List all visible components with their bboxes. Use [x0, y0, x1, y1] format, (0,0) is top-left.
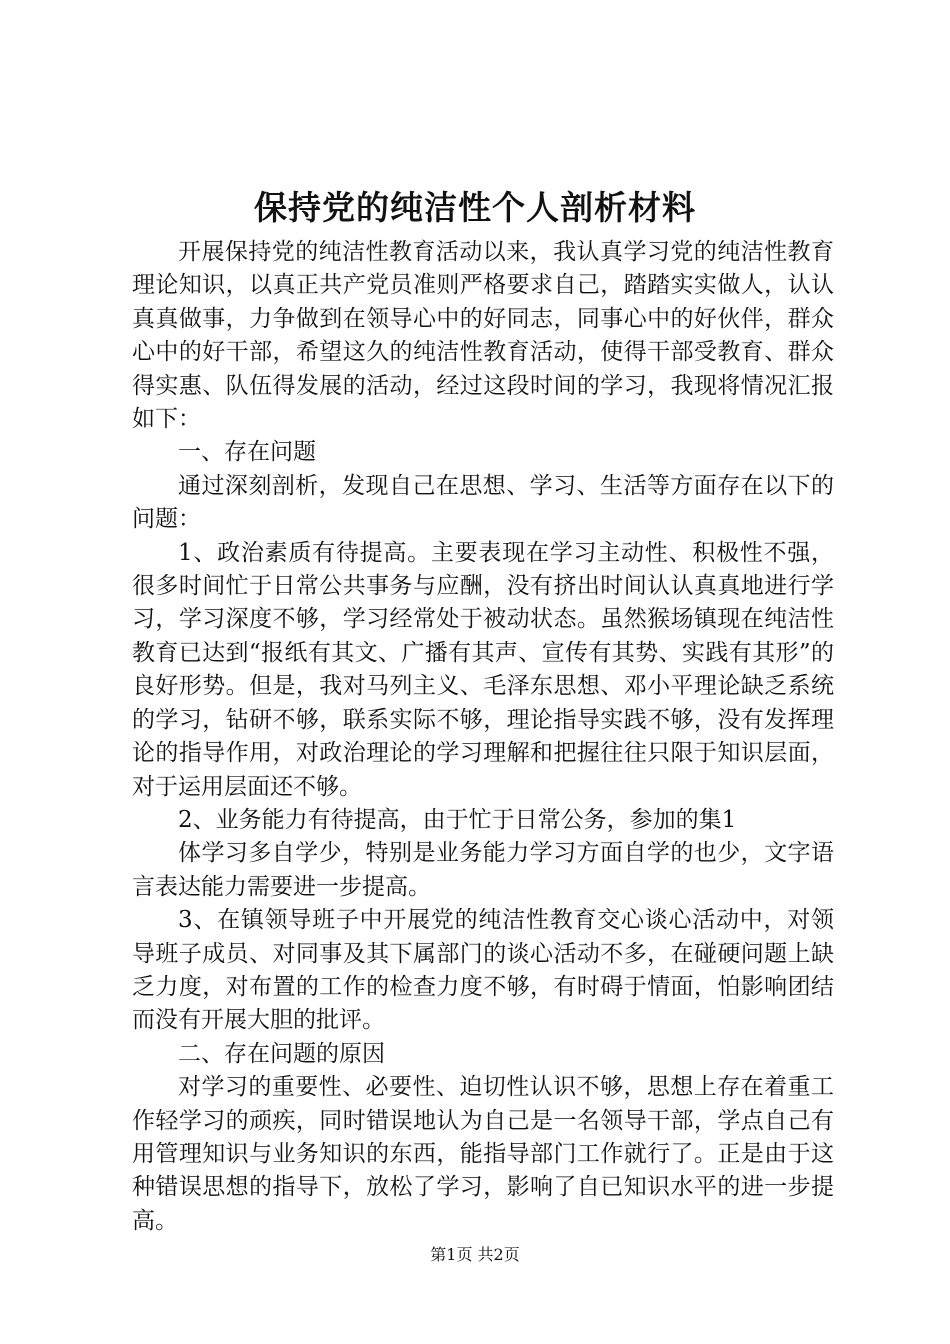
document-title: 保持党的纯洁性个人剖析材料	[254, 188, 696, 227]
page-footer: 第1页 共2页	[430, 1245, 520, 1264]
paragraph-causes: 对学习的重要性、必要性、迫切性认识不够，思想上存在着重工作轻学习的顽疾，同时错误地认为自己是一名领导干部，学点自己有用管理知识与业务知识的东西，能指导部门工作就行了。正是由于这种错误思想的指导下，放松了学习，影响了自已知识水平的进一步提高。	[132, 1074, 834, 1234]
paragraph-problem-2-cont: 体学习多自学少，特别是业务能力学习方面自学的也少，文字语言表达能力需要进一步提高。	[132, 840, 834, 900]
paragraph-problems-intro: 通过深刻剖析，发现自己在思想、学习、生活等方面存在以下的问题：	[132, 472, 834, 533]
section-heading-causes: 二、存在问题的原因	[178, 1040, 385, 1067]
document-body	[132, 236, 834, 1238]
paragraph-intro: 开展保持党的纯洁性教育活动以来，我认真学习党的纯洁性教育理论知识，以真正共产党员准则严格要求自己，踏踏实实做人，认认真真做事，力争做到在领导心中的好同志，同事心中的好伙伴，群众心中的好干部，希望这久的纯洁性教育活动，使得干部受教育、群众得实惠、队伍得发展的活动，经过这段时间的学习，我现将情况汇报如下：	[132, 239, 834, 433]
paragraph-problem-3: 3、在镇领导班子中开展党的纯洁性教育交心谈心活动中，对领导班子成员、对同事及其下属部门的谈心活动不多，在碰硬问题上缺乏力度，对布置的工作的检查力度不够，有时碍于情面，怕影响团结而没有开展大胆的批评。	[132, 907, 834, 1034]
paragraph-problem-1: 1、政治素质有待提高。主要表现在学习主动性、积极性不强，很多时间忙于日常公共事务与应酬，没有挤出时间认认真真地进行学习，学习深度不够，学习经常处于被动状态。虽然猴场镇现在纯洁性教育已达到“报纸有其文、广播有其声、宣传有其势、实践有其形”的良好形势。但是，我对马列主义、毛泽东思想、邓小平理论缺乏系统的学习，钻研不够，联系实际不够，理论指导实践不够，没有发挥理论的指导作用，对政治理论的学习理解和把握往往只限于知识层面，对于运用层面还不够。	[132, 539, 834, 800]
paragraph-problem-2-start: 2、业务能力有待提高，由于忙于日常公务，参加的集1	[178, 806, 737, 833]
section-heading-problems: 一、存在问题	[178, 439, 316, 466]
